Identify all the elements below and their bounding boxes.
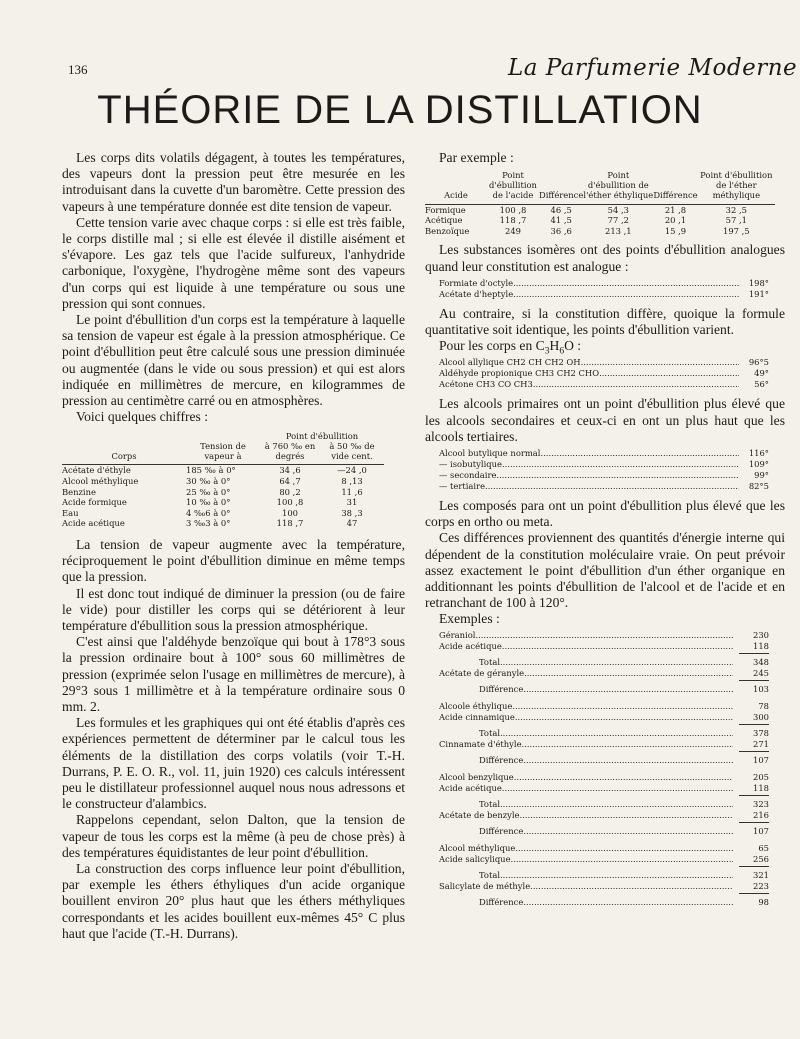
table-row: [425, 215, 775, 226]
example-line: [439, 701, 769, 712]
isomer-list: [439, 278, 769, 300]
item-value: 56°: [754, 379, 769, 390]
boiling-methyl: 57 ,1: [725, 215, 747, 226]
difference-1: 46 ,5: [550, 204, 572, 215]
leader-dots: [533, 379, 739, 390]
example-line: [439, 881, 769, 892]
example-label: Acide salicylique: [439, 853, 511, 864]
corps-name: Acétate d'éthyle: [62, 465, 131, 476]
leader-dots: [520, 810, 733, 821]
example-value: 103: [753, 683, 769, 694]
page-number: 136: [68, 62, 88, 77]
example-value: 378: [753, 727, 769, 738]
tension-value: 10 ‰ à 0°: [186, 497, 231, 508]
item-value: 191°: [748, 288, 769, 299]
example-line: [439, 799, 769, 810]
example-line: [439, 739, 769, 750]
paragraph: Exemples :: [439, 611, 500, 627]
tension-value: 30 ‰ à 0°: [186, 476, 231, 487]
table-row: [425, 204, 775, 215]
header-point: Point d'ébullition: [285, 431, 359, 442]
example-label: Différence: [479, 896, 524, 907]
table-row: [425, 226, 775, 237]
leader-dots: [500, 799, 733, 810]
item-label: Aldéhyde propionique CH3 CH2 CHO: [439, 368, 600, 379]
example-value: 107: [753, 754, 769, 765]
leader-dots: [502, 459, 739, 470]
boiling-methyl: 32 ,5: [725, 204, 747, 215]
item-label: Alcool allylique CH2 CH CH2 OH: [439, 357, 581, 368]
acid-name: Acétique: [425, 215, 463, 226]
sum-rule: [739, 893, 769, 894]
boiling-ethyl: 77 ,2: [607, 215, 629, 226]
item-value: 99°: [754, 470, 769, 481]
leader-dots: [522, 739, 733, 750]
example-line: [439, 843, 769, 854]
example-value: 245: [753, 667, 769, 678]
paragraph: Les substances isomères ont des points d'ébullition analogues quand leur constitution est analogue :: [425, 242, 785, 274]
item-value: 198°: [748, 277, 769, 288]
leader-dots: [500, 657, 733, 668]
boiling-ethyl: 54 ,3: [607, 204, 629, 215]
boiling-acid: 249: [505, 225, 521, 236]
boiling-760: 80 ,2: [279, 486, 301, 497]
paragraph: Au contraire, si la constitution diffère, quoique la formule quantitative soit identique, les points d'ébullition varient.: [425, 305, 785, 337]
acid-name: Benzoïque: [425, 225, 470, 236]
left-column: [62, 150, 405, 942]
example-label: Salicylate de méthyle: [439, 880, 531, 891]
paragraph: Il est donc tout indiqué de diminuer la pression (ou de faire le vide) pour distiller les corps qui se détériorent à leur température d'ébullition sous la pression atmosphérique.: [62, 585, 405, 634]
list-item: [439, 481, 769, 492]
item-value: 49°: [754, 368, 769, 379]
example-value: 98: [758, 896, 769, 907]
difference-2: 21 ,8: [664, 204, 687, 215]
paragraph: Les formules et les graphiques qui ont été établis d'après ces expériences permettent de déterminer par le calcul tous les éléments de la distillation des corps volatils (voir T.-H. Durrans, P. E. O. R., vol. 11, juin 1920) ces calculs intéressent peu le distillateur professionnel auquel nous nous adressons et le constructeur d'alambics.: [62, 715, 405, 812]
header-pe-ethyl: Point d'ébullition de l'éther éthylique: [583, 170, 654, 201]
example-label: Différence: [479, 825, 524, 836]
example-label: Acide acétique: [439, 640, 502, 651]
difference-1: 41 ,5: [550, 215, 572, 226]
item-label: Acétate d'heptyle: [439, 288, 514, 299]
example-label: Acide cinnamique: [439, 711, 515, 722]
sum-rule: [739, 653, 769, 654]
example-label: Cinnamate d'éthyle: [439, 738, 522, 749]
examples-list: [439, 630, 769, 908]
leader-dots: [540, 448, 739, 459]
table-row: [62, 476, 384, 487]
example-value: 321: [753, 869, 769, 880]
example-line: [439, 630, 769, 641]
table-row: [62, 465, 384, 476]
leader-dots: [502, 641, 733, 652]
table-row: [62, 508, 384, 519]
example-line: [439, 783, 769, 794]
corps-name: Eau: [62, 507, 79, 518]
example-value: 107: [753, 825, 769, 836]
difference-2: 15 ,9: [664, 225, 687, 236]
example-label: Alcoole éthylique: [439, 700, 513, 711]
sum-rule: [739, 724, 769, 725]
header-pe-acide: Point d'ébullition de l'acide: [489, 170, 537, 201]
boiling-760: 100 ,8: [276, 497, 304, 508]
difference-1: 36 ,6: [550, 225, 572, 236]
example-line: [439, 772, 769, 783]
example-line: [439, 728, 769, 739]
paragraph: Voici quelques chiffres :: [76, 409, 209, 425]
paragraph: [425, 338, 785, 357]
sum-rule: [739, 822, 769, 823]
example-value: 205: [753, 771, 769, 782]
example-label: Géraniol: [439, 629, 476, 640]
leader-dots: [599, 368, 739, 379]
example-line: [439, 810, 769, 821]
boiling-acid: 118 ,7: [499, 215, 527, 226]
example-line: [439, 897, 769, 908]
leader-dots: [514, 772, 733, 783]
header-corps: Corps: [111, 451, 137, 462]
list-item: [439, 470, 769, 481]
header-diff2: Différence: [653, 190, 698, 201]
leader-dots: [515, 843, 733, 854]
alcohol-list: [439, 448, 769, 492]
header-50: à 50 ‰ de vide cent.: [329, 441, 375, 462]
item-value: 109°: [748, 459, 769, 470]
leader-dots: [515, 712, 733, 723]
boiling-50: 47: [346, 518, 358, 529]
example-line: [439, 854, 769, 865]
example-value: 78: [758, 700, 769, 711]
example-label: Total: [479, 798, 501, 809]
list-item: [439, 379, 769, 390]
leader-dots: [513, 289, 739, 300]
leader-dots: [485, 481, 739, 492]
leader-dots: [524, 668, 733, 679]
boiling-50: 38 ,3: [341, 507, 363, 518]
leader-dots: [496, 470, 739, 481]
item-value: 96°5: [748, 357, 769, 368]
boiling-ethyl: 213 ,1: [604, 225, 632, 236]
example-label: Différence: [479, 754, 524, 765]
boiling-50: 8 ,13: [341, 476, 363, 487]
example-line: [439, 712, 769, 723]
item-label: — isobutylique: [439, 459, 502, 470]
example-line: [439, 657, 769, 668]
leader-dots: [513, 278, 739, 289]
tension-value: 4 ‰6 à 0°: [186, 507, 231, 518]
example-label: Alcool benzylique: [439, 771, 514, 782]
right-column: [425, 150, 785, 908]
sum-rule: [739, 680, 769, 681]
sum-rule: [739, 795, 769, 796]
leader-dots: [502, 783, 733, 794]
example-line: [439, 826, 769, 837]
example-label: Acétate de géranyle: [439, 667, 525, 678]
boiling-760: 100: [282, 507, 298, 518]
paragraph: Les composés para ont un point d'ébullition plus élevé que les corps en ortho ou meta.: [425, 498, 785, 530]
boiling-760: 34 ,6: [279, 465, 301, 476]
header-760: à 760 ‰ en degrés: [264, 441, 316, 462]
c3h6o-label: Pour les corps en $C_3H_6O$ :: [439, 338, 582, 357]
leader-dots: [511, 854, 733, 865]
paragraph: Les corps dits volatils dégagent, à toutes les températures, des vapeurs dont la pression peut être mesurée en les introduisant dans la cuvette d'un baromètre. Cette pression des vapeurs à une température donnée est dite tension de vapeur.: [62, 150, 405, 214]
example-value: 223: [753, 880, 769, 891]
example-label: Total: [479, 869, 501, 880]
example-value: 256: [753, 853, 769, 864]
leader-dots: [500, 870, 733, 881]
sum-rule: [739, 751, 769, 752]
vapor-tension-table: [62, 431, 384, 529]
paragraph: Les alcools primaires ont un point d'ébullition plus élevé que les alcools secondaires et ceux-ci en ont un plus haut que les alcools tertiaires.: [425, 396, 785, 444]
list-item: [439, 357, 769, 368]
item-value: 82°5: [748, 481, 769, 492]
leader-dots: [581, 357, 739, 368]
example-value: 65: [758, 842, 769, 853]
header-acide: Acide: [444, 190, 468, 201]
example-value: 230: [753, 629, 769, 640]
ester-table: [425, 170, 775, 236]
item-label: Formiate d'octyle: [439, 277, 514, 288]
table-row: [62, 518, 384, 529]
table-row: [62, 487, 384, 498]
paragraph: Cette tension varie avec chaque corps : si elle est très faible, le corps distille mal ; si elle est élevée il distille aisément et s'évapore. Les gaz tels que l'acide sulfureux, l'anhydride carbonique, l'oxygène, l'hydrogène même sont des vapeurs d'un corps qui est liquide à une température ou sous une pression qui sont connues.: [62, 214, 405, 311]
example-line: [439, 755, 769, 766]
example-line: [439, 684, 769, 695]
example-value: 348: [753, 656, 769, 667]
paragraph: C'est ainsi que l'aldéhyde benzoïque qui bout à 178°3 sous la pression ordinaire bout à 100° sous 60 millimètres de pression (exprimée selon l'usage en millimètres de mercure), à 29°3 sous 1 millimètre et à la température ordinaire sous 0 mm. 2.: [62, 634, 405, 715]
example-value: 216: [753, 809, 769, 820]
c3h6o-list: [439, 357, 769, 390]
example-line: [439, 641, 769, 652]
example-label: Acétate de benzyle: [439, 809, 520, 820]
boiling-50: 31: [346, 497, 358, 508]
corps-name: Alcool méthylique: [62, 476, 139, 487]
item-label: Alcool butylique normal: [439, 448, 541, 459]
tension-value: 3 ‰3 à 0°: [186, 518, 231, 529]
tension-value: 25 ‰ à 0°: [186, 486, 231, 497]
example-line: [439, 668, 769, 679]
paragraph: Le point d'ébullition d'un corps est la température à laquelle sa tension de vapeur est égale à la pression atmosphérique. Ce point d'ébullition peut être calculé sous une pression diminuée ou augmentée (dans le vide ou sous pression) et qui est alors indiquée en millimètres de mercure, en kilogrammes de pression au centimètre carré ou en atmosphères.: [62, 312, 405, 409]
list-item: [439, 278, 769, 289]
paragraph: Ces différences proviennent des quantités d'énergie interne qui dépendent de la constitution moléculaire vraie. On peut prévoir assez exactement le point d'ébullition d'un éther organique en additionnant les points d'ébullition de l'alcool et de l'acide et en retranchant de 100 à 120°.: [425, 530, 785, 611]
journal-name: La Parfumerie Moderne: [508, 55, 798, 81]
boiling-760: 118 ,7: [276, 518, 304, 529]
example-value: 300: [753, 711, 769, 722]
boiling-50: 11 ,6: [341, 486, 363, 497]
list-item: [439, 448, 769, 459]
acid-name: Formique: [425, 204, 466, 215]
paragraph: La tension de vapeur augmente avec la température, réciproquement le point d'ébullition diminue en même temps que la pression.: [62, 537, 405, 585]
example-label: Acide acétique: [439, 782, 502, 793]
leader-dots: [512, 701, 733, 712]
list-item: [439, 368, 769, 379]
item-label: — tertiaire: [439, 481, 486, 492]
corps-name: Acide formique: [62, 497, 127, 508]
tension-value: 185 ‰ à 0°: [186, 465, 236, 476]
boiling-acid: 100 ,8: [499, 204, 527, 215]
table-row: [62, 497, 384, 508]
item-label: — secondaire: [439, 470, 497, 481]
boiling-50: —24 ,0: [337, 465, 367, 476]
example-label: Total: [479, 656, 501, 667]
leader-dots: [523, 897, 733, 908]
boiling-methyl: 197 ,5: [722, 225, 750, 236]
corps-name: Acide acétique: [62, 518, 125, 529]
article-title: THÉORIE DE LA DISTILLATION: [97, 88, 703, 132]
header-diff1: Différence: [539, 190, 584, 201]
example-value: 323: [753, 798, 769, 809]
example-label: Alcool méthylique: [439, 842, 516, 853]
example-value: 271: [753, 738, 769, 749]
example-value: 118: [753, 782, 769, 793]
difference-2: 20 ,1: [664, 215, 687, 226]
sum-rule: [739, 866, 769, 867]
header-pe-methyl: Point d'ébullition de l'éther méthylique: [700, 170, 773, 201]
leader-dots: [523, 684, 733, 695]
paragraph: La construction des corps influence leur point d'ébullition, par exemple les éthers éthyliques d'un acide organique bouillent environ 20° plus haut que les éthers méthyliques correspondants et les acides bouillent eux-mêmes 45° C plus haut que l'acide (T.-H. Durrans).: [62, 861, 405, 941]
example-label: Total: [479, 727, 501, 738]
example-label: Différence: [479, 683, 524, 694]
leader-dots: [530, 881, 733, 892]
paragraph: Rappelons cependant, selon Dalton, que la tension de vapeur de tous les corps est la même (à peu de chose près) à des températures équidistantes de leur point d'ébullition.: [62, 812, 405, 860]
list-item: [439, 289, 769, 300]
leader-dots: [523, 755, 733, 766]
example-value: 118: [753, 640, 769, 651]
example-line: [439, 870, 769, 881]
header-tension: Tension de vapeur à: [200, 441, 246, 462]
leader-dots: [523, 826, 733, 837]
item-value: 116°: [748, 448, 769, 459]
leader-dots: [500, 728, 733, 739]
paragraph: Par exemple :: [439, 150, 514, 165]
leader-dots: [475, 630, 733, 641]
boiling-760: 64 ,7: [279, 476, 301, 487]
list-item: [439, 459, 769, 470]
corps-name: Benzine: [62, 486, 96, 497]
item-label: Acétone CH3 CO CH3: [439, 379, 533, 390]
